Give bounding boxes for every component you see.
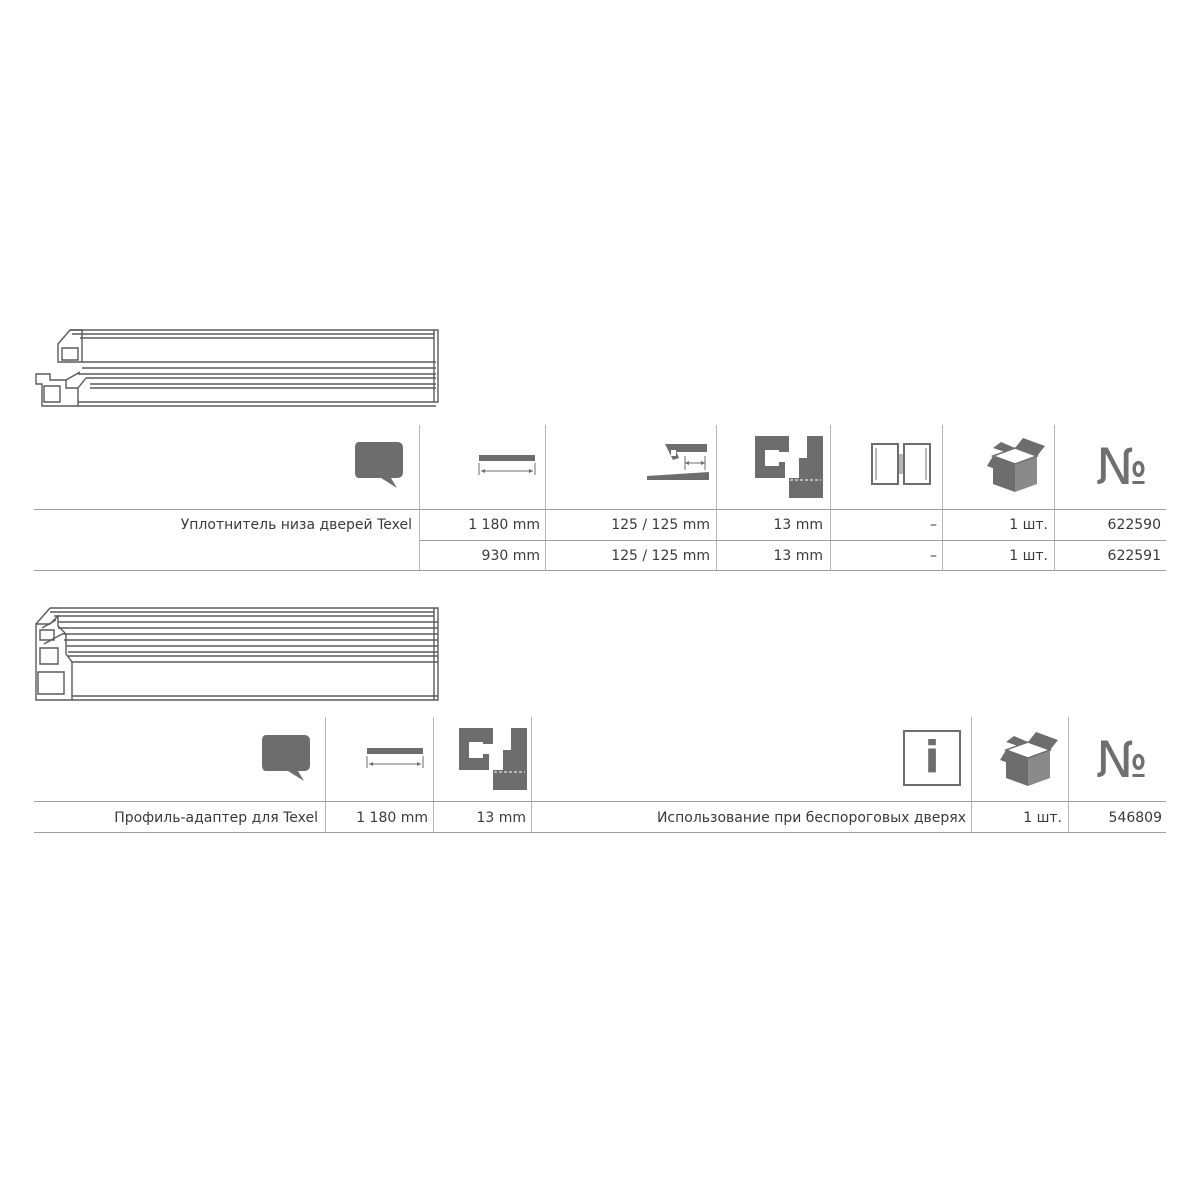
- length-cell: 1 180 mm: [356, 810, 428, 826]
- product-image-adapter-profile: [28, 604, 443, 704]
- profile-depth-icon: [457, 726, 529, 790]
- doors-cell: –: [930, 548, 937, 564]
- product-name-cell: Уплотнитель низа дверей Texel: [180, 517, 412, 533]
- pack-cell: 1 шт.: [1023, 810, 1062, 826]
- number-sign: №: [1096, 438, 1149, 496]
- box-icon: [985, 436, 1047, 494]
- article-cell: 622591: [1107, 548, 1161, 564]
- profile-depth-icon: [753, 434, 825, 498]
- speech-bubble-icon: [260, 733, 312, 783]
- pack-cell: 1 шт.: [1009, 517, 1048, 533]
- saw-cut-icon: [645, 440, 711, 484]
- depth-cell: 13 mm: [476, 810, 526, 826]
- info-glyph: i: [924, 732, 940, 783]
- box-icon: [998, 730, 1060, 788]
- info-icon: [903, 730, 961, 786]
- length-icon: [478, 453, 538, 477]
- depth-cell: 13 mm: [773, 548, 823, 564]
- speech-bubble-icon: [353, 440, 405, 490]
- article-cell: 546809: [1108, 810, 1162, 826]
- article-cell: 622590: [1107, 517, 1161, 533]
- length-cell: 930 mm: [481, 548, 540, 564]
- product-image-door-seal: [20, 322, 445, 414]
- length-icon: [366, 746, 426, 770]
- product-name-cell: Профиль-адаптер для Texel: [114, 810, 318, 826]
- pack-cell: 1 шт.: [1009, 548, 1048, 564]
- number-sign: №: [1096, 731, 1149, 789]
- length-cell: 1 180 mm: [468, 517, 540, 533]
- usage-note-cell: Использование при беспороговых дверях: [656, 810, 966, 826]
- depth-cell: 13 mm: [773, 517, 823, 533]
- doors-cell: –: [930, 517, 937, 533]
- door-panels-icon: [870, 442, 932, 486]
- cut-cell: 125 / 125 mm: [611, 517, 710, 533]
- cut-cell: 125 / 125 mm: [611, 548, 710, 564]
